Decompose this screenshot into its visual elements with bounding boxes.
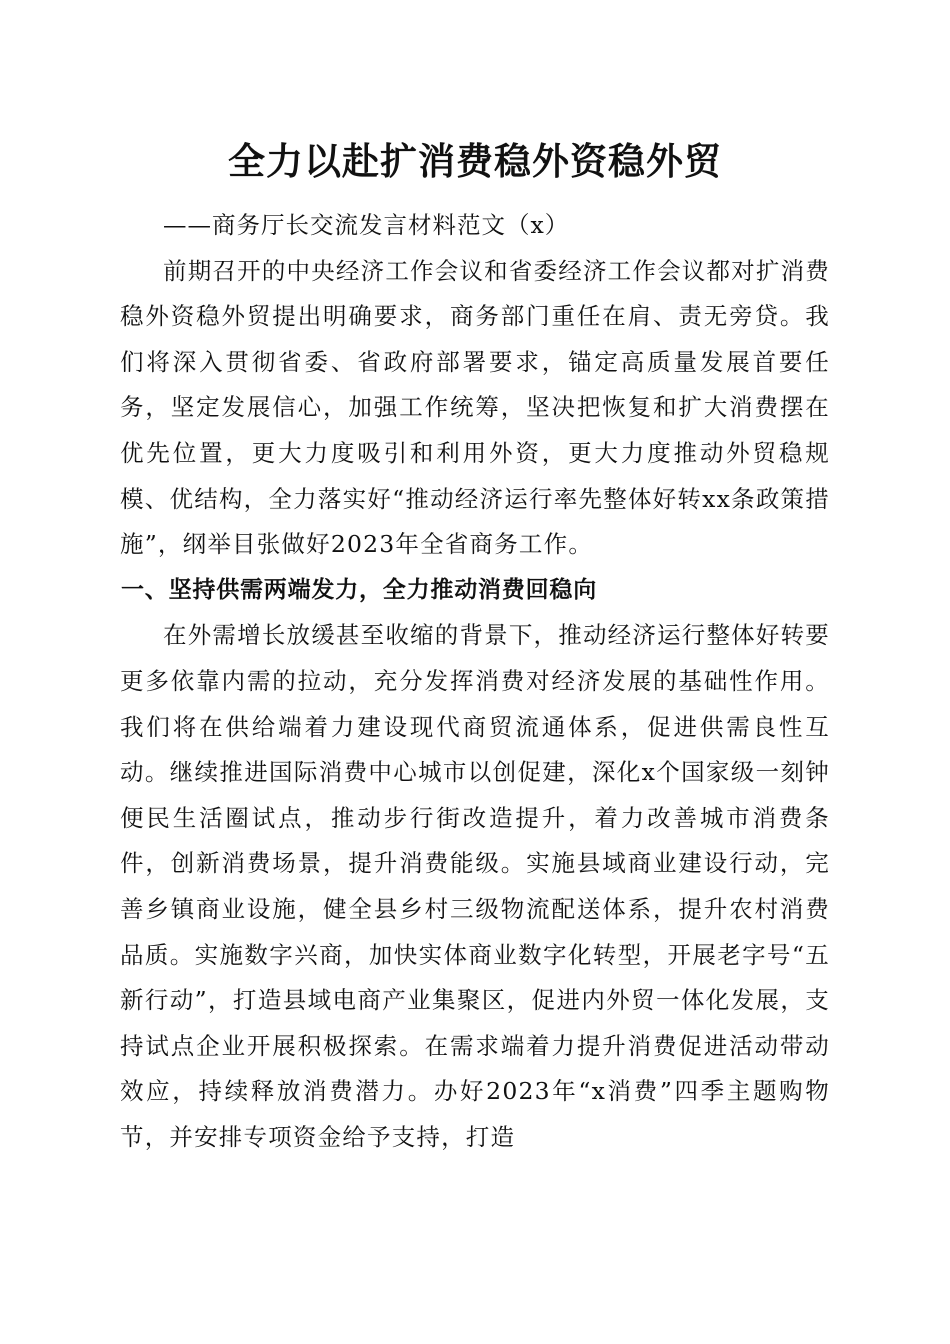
paragraph-consumption: 在外需增长放缓甚至收缩的背景下，推动经济运行整体好转要更多依靠内需的拉动，充分发挥消费对经济发展的基础性作用。我们将在供给端着力建设现代商贸流通体系，促进供需良性互动。继续推进国际消费中心城市以创促建，深化x个国家级一刻钟便民生活圈试点，推动步行街改造提升，着力改善城市消费条件，创新消费场景，提升消费能级。实施县域商业建设行动，完善乡镇商业设施，健全县乡村三级物流配送体系，提升农村消费品质。实施数字兴商，加快实体商业数字化转型，开展老字号“五新行动”，打造县域电商产业集聚区，促进内外贸一体化发展，支持试点企业开展积极探索。在需求端着力提升消费促进活动带动效应，持续释放消费潜力。办好2023年“x消费”四季主题购物节，并安排专项资金给予支持，打造 [120,621,830,1151]
document-title: 全力以赴扩消费稳外资稳外贸 [228,139,722,183]
document-body [120,203,830,1160]
paragraph-intro: 前期召开的中央经济工作会议和省委经济工作会议都对扩消费稳外资稳外贸提出明确要求，商务部门重任在肩、责无旁贷。我们将深入贯彻省委、省政府部署要求，锚定高质量发展首要任务，坚定发展信心，加强工作统筹，坚决把恢复和扩大消费摆在优先位置，更大力度吸引和利用外资，更大力度推动外贸稳规模、优结构，全力落实好“推动经济运行率先整体好转xx条政策措施”，纲举目张做好2023年全省商务工作。 [120,256,830,559]
section-heading: 一、坚持供需两端发力，全力推动消费回稳向 [121,576,597,603]
document-subtitle: ——商务厅长交流发言材料范文（x） [163,211,570,239]
